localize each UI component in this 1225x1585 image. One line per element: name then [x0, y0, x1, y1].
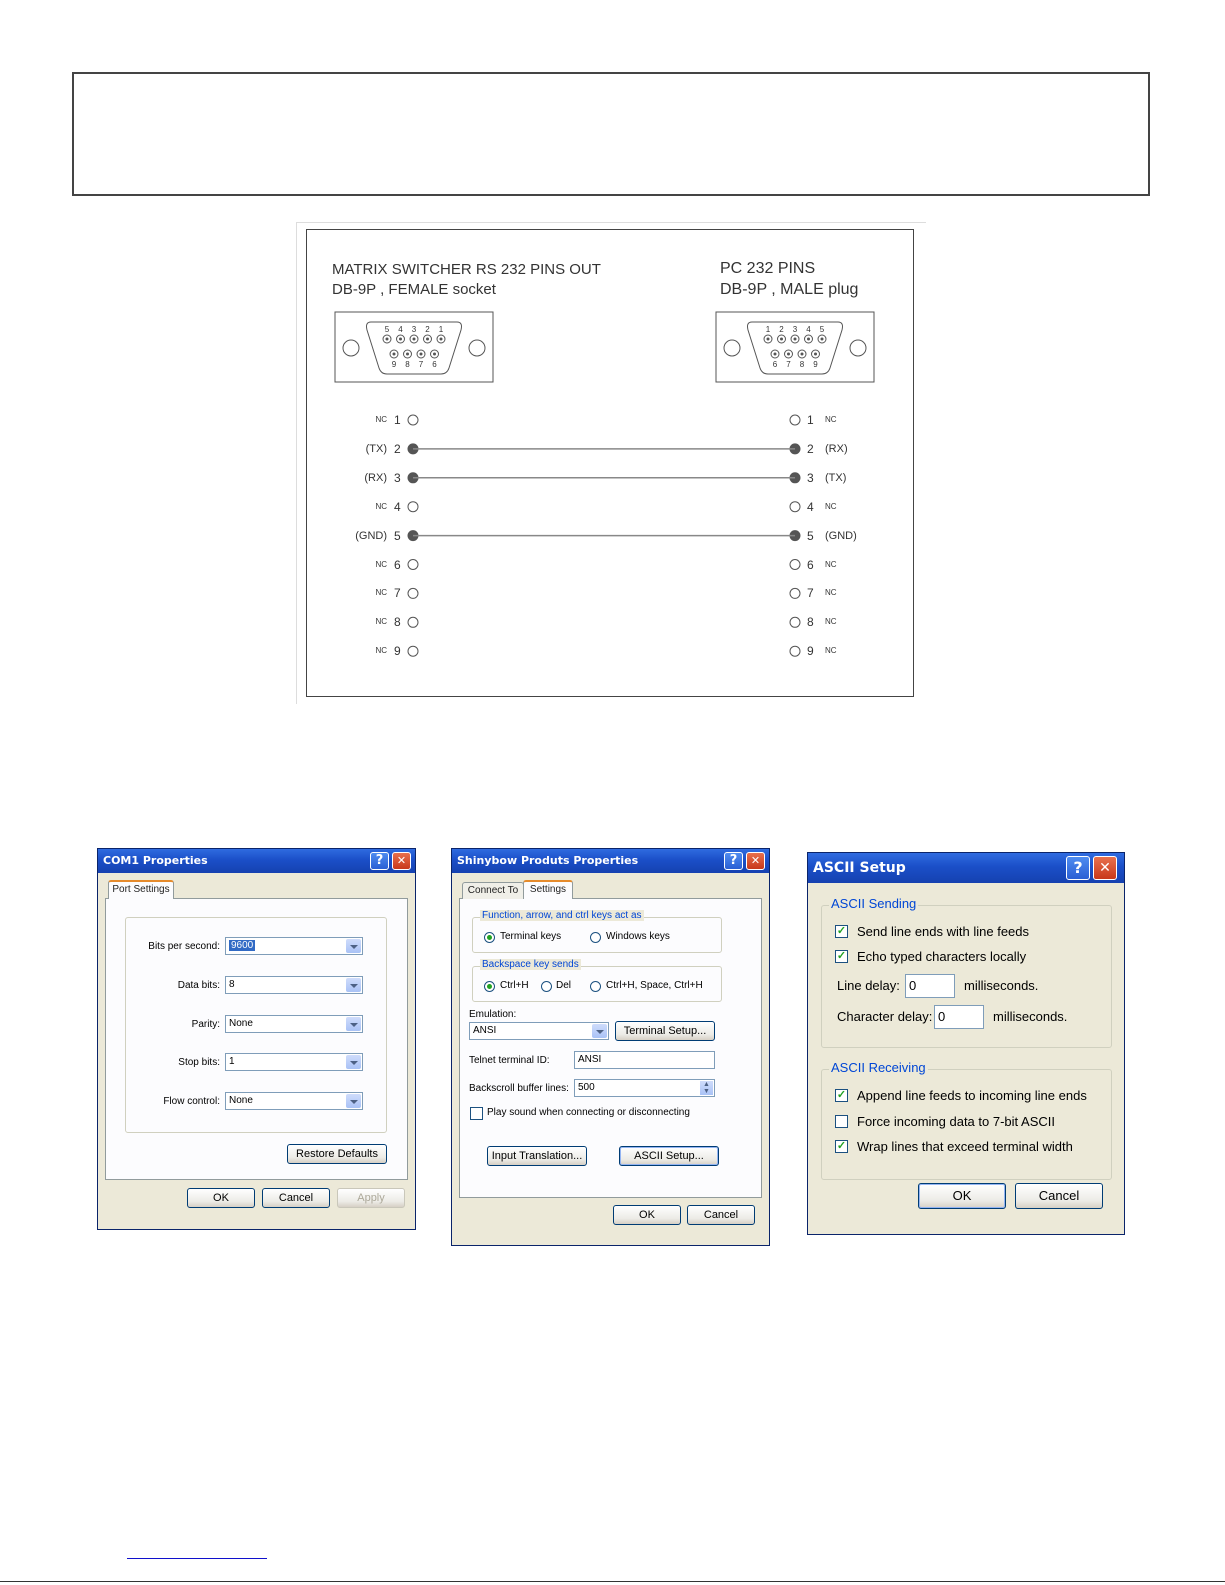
backscroll-label: Backscroll buffer lines:	[469, 1083, 569, 1094]
telnet-id-value: ANSI	[578, 1054, 602, 1065]
connector-pin-center	[794, 338, 797, 341]
left-pin-8-dot	[408, 617, 418, 627]
ctrl-h-label: Ctrl+H	[500, 980, 529, 991]
connector-pin-center	[399, 338, 402, 341]
right-pin-label: NC	[825, 501, 837, 511]
backspace-group-caption: Backspace key sends	[482, 959, 579, 970]
character-delay-label: Character delay:	[837, 1009, 933, 1024]
restore-defaults-button[interactable]: Restore Defaults	[287, 1144, 387, 1164]
stop-bits-value: 1	[229, 1056, 235, 1067]
connector-pin-center	[420, 353, 423, 356]
flow-control-select[interactable]	[225, 1092, 363, 1110]
keys-group-caption: Function, arrow, and ctrl keys act as	[482, 910, 642, 921]
left-pin-number: 7	[394, 586, 401, 601]
left-pin-number: 6	[394, 557, 401, 572]
connector-pin-number: 6	[432, 360, 437, 369]
help-icon[interactable]: ?	[724, 852, 743, 870]
connector-pin-center	[807, 338, 810, 341]
right-pin-label: NC	[825, 559, 837, 569]
right-pin-label: NC	[825, 646, 837, 656]
left-pin-label: NC	[375, 501, 387, 511]
line-delay-unit: milliseconds.	[964, 978, 1039, 993]
telnet-id-label: Telnet terminal ID:	[469, 1055, 550, 1066]
tab-settings[interactable]: Settings	[523, 880, 573, 899]
shinybow-properties-dialog	[451, 848, 770, 1246]
connector-pin-center	[393, 353, 396, 356]
input-translation-button[interactable]: Input Translation...	[487, 1146, 587, 1166]
ascii-sending-caption: ASCII Sending	[831, 896, 917, 911]
force-7bit-checkbox[interactable]	[835, 1115, 848, 1128]
close-icon[interactable]: ✕	[746, 852, 765, 870]
connector-pin-center	[440, 338, 443, 341]
cancel-button[interactable]: Cancel	[262, 1188, 330, 1208]
right-pin-number: 8	[807, 615, 814, 630]
terminal-setup-button[interactable]: Terminal Setup...	[615, 1021, 715, 1041]
shinybow-title: Shinybow Produts Properties	[457, 854, 639, 867]
ok-button[interactable]: OK	[187, 1188, 255, 1208]
connector-pin-number: 8	[405, 360, 410, 369]
character-delay-input[interactable]	[934, 1005, 984, 1029]
chevron-down-icon[interactable]	[346, 939, 361, 953]
left-pin-label: (GND)	[355, 529, 387, 542]
connector-pin-number: 6	[772, 360, 778, 369]
wires	[408, 415, 800, 656]
ok-button[interactable]: OK	[918, 1183, 1006, 1209]
wrap-lines-checkbox[interactable]: ✓	[836, 1140, 847, 1152]
right-pin-7-dot	[790, 588, 800, 598]
right-pin-number: 6	[807, 557, 814, 572]
connector-pin-center	[426, 338, 429, 341]
connector-pin-center	[780, 338, 783, 341]
data-bits-select[interactable]	[225, 976, 363, 994]
left-pin-label: (TX)	[365, 442, 387, 455]
right-pin-label: NC	[825, 588, 837, 598]
com1-properties-dialog	[97, 848, 416, 1230]
parity-value: None	[229, 1018, 253, 1029]
help-icon[interactable]: ?	[370, 852, 389, 870]
left-pin-label: NC	[375, 415, 387, 424]
connector-pin-number: 3	[792, 325, 798, 334]
left-pin-1-dot	[408, 415, 418, 425]
connector-pin-center	[413, 338, 416, 341]
rs232-wiring-diagram	[306, 229, 914, 697]
page-bottom-rule	[0, 1581, 1225, 1582]
connector-pin-number: 2	[425, 325, 430, 334]
echo-typed-label: Echo typed characters locally	[857, 949, 1027, 964]
ok-button[interactable]: OK	[613, 1205, 681, 1225]
character-delay-unit: milliseconds.	[993, 1009, 1068, 1024]
flow-control-value: None	[229, 1095, 253, 1106]
send-line-ends-label: Send line ends with line feeds	[857, 924, 1030, 939]
male-db9-connector	[716, 312, 874, 382]
left-pin-label: NC	[375, 559, 387, 569]
right-pin-6-dot	[790, 560, 800, 570]
chevron-down-icon[interactable]	[592, 1024, 607, 1038]
right-pin-8-dot	[790, 617, 800, 627]
shinybow-title-bar	[452, 849, 769, 873]
chevron-down-icon[interactable]	[346, 1094, 361, 1108]
left-pin-label: (RX)	[364, 471, 387, 484]
bits-per-second-select[interactable]	[225, 937, 363, 955]
left-pin-7-dot	[408, 588, 418, 598]
connector-pin-center	[406, 353, 409, 356]
bits-per-second-value: 9600	[231, 940, 254, 951]
female-db9-connector	[335, 312, 493, 382]
windows-keys-label: Windows keys	[606, 931, 670, 942]
connector-pin-number: 2	[779, 325, 784, 334]
left-pin-label: NC	[375, 646, 387, 656]
data-bits-label: Data bits:	[177, 980, 220, 991]
left-pin-number: 1	[394, 413, 401, 427]
connector-pin-number: 4	[398, 325, 403, 334]
connector-pin-number: 4	[806, 325, 811, 334]
bits-per-second-label: Bits per second:	[148, 941, 220, 952]
backscroll-stepper[interactable]	[574, 1079, 715, 1097]
left-pin-4-dot	[408, 502, 418, 512]
right-pin-number: 2	[807, 441, 814, 456]
echo-typed-checkbox[interactable]: ✓	[836, 950, 847, 962]
left-pin-number: 2	[394, 441, 401, 456]
emulation-value: ANSI	[473, 1025, 497, 1036]
connector-pin-number: 3	[411, 325, 417, 334]
right-pin-number: 1	[807, 413, 814, 427]
emulation-label: Emulation:	[469, 1009, 517, 1020]
empty-frame	[72, 72, 1150, 196]
append-line-feeds-label: Append line feeds to incoming line ends	[857, 1088, 1087, 1103]
left-pin-label: NC	[375, 617, 387, 627]
left-pin-number: 8	[394, 615, 401, 630]
left-pin-6-dot	[408, 560, 418, 570]
tab-port-settings[interactable]: Port Settings	[108, 880, 174, 899]
left-connector-title: MATRIX SWITCHER RS 232 PINS OUT	[332, 261, 601, 278]
stop-bits-label: Stop bits:	[178, 1057, 220, 1068]
ascii-receiving-caption: ASCII Receiving	[831, 1060, 926, 1075]
play-sound-label: Play sound when connecting or disconnecting	[487, 1107, 690, 1118]
left-pin-number: 3	[394, 470, 401, 485]
com1-title: COM1 Properties	[103, 854, 208, 867]
right-pin-label: (GND)	[825, 529, 857, 542]
chevron-down-icon[interactable]	[346, 1055, 361, 1069]
parity-label: Parity:	[191, 1019, 220, 1030]
right-pin-label: (TX)	[825, 471, 847, 484]
close-icon[interactable]: ✕	[392, 852, 411, 870]
right-pin-number: 5	[807, 528, 814, 543]
mounting-hole	[343, 340, 359, 356]
connector-pin-number: 5	[819, 325, 825, 334]
mounting-hole	[469, 340, 485, 356]
append-line-feeds-checkbox[interactable]: ✓	[836, 1089, 847, 1101]
right-connector-title: PC 232 PINS	[720, 260, 816, 277]
line-delay-label: Line delay:	[837, 978, 900, 993]
connector-pin-number: 7	[418, 360, 424, 369]
cancel-button[interactable]: Cancel	[687, 1205, 755, 1225]
right-pin-label: NC	[825, 415, 837, 424]
right-pin-number: 9	[807, 644, 814, 659]
left-pin-number: 9	[394, 644, 401, 659]
cancel-button[interactable]: Cancel	[1015, 1183, 1103, 1209]
line-delay-input[interactable]	[905, 974, 955, 998]
wrap-lines-label: Wrap lines that exceed terminal width	[857, 1139, 1073, 1154]
connector-pin-number: 1	[765, 325, 771, 334]
right-pin-number: 4	[807, 499, 814, 514]
play-sound-checkbox[interactable]	[470, 1107, 483, 1120]
terminal-keys-radio[interactable]	[484, 932, 495, 943]
left-pin-number: 4	[394, 499, 401, 514]
data-bits-value: 8	[229, 979, 235, 990]
del-radio[interactable]	[541, 981, 552, 992]
connector-pin-center	[433, 353, 436, 356]
right-pin-4-dot	[790, 502, 800, 512]
connector-pin-center	[814, 353, 817, 356]
connector-pin-center	[821, 338, 824, 341]
right-pin-number: 3	[807, 470, 814, 485]
chevron-down-icon[interactable]	[346, 978, 361, 992]
connector-pin-center	[787, 353, 790, 356]
close-icon[interactable]: ✕	[1093, 856, 1117, 880]
emulation-select[interactable]	[469, 1022, 609, 1040]
connector-pin-number: 7	[786, 360, 791, 369]
right-connector-subtitle: DB-9P , MALE plug	[720, 281, 859, 298]
right-pin-1-dot	[790, 415, 800, 425]
ctrl-h-radio[interactable]	[484, 981, 495, 992]
ctrl-h-space-radio[interactable]	[590, 981, 601, 992]
apply-button[interactable]: Apply	[337, 1188, 405, 1208]
terminal-keys-label: Terminal keys	[500, 931, 562, 942]
connector-pin-center	[767, 338, 770, 341]
left-pin-label: NC	[375, 588, 387, 598]
right-pin-number: 7	[807, 586, 814, 601]
right-pin-label: (RX)	[825, 442, 848, 455]
windows-keys-radio[interactable]	[590, 932, 601, 943]
connector-pin-center	[801, 353, 804, 356]
flow-control-label: Flow control:	[163, 1096, 220, 1107]
com1-title-bar	[98, 849, 415, 873]
connector-pin-number: 9	[391, 360, 397, 369]
chevron-down-icon[interactable]	[346, 1017, 361, 1031]
mounting-hole	[724, 340, 740, 356]
right-pin-9-dot	[790, 646, 800, 656]
connector-pin-number: 1	[438, 325, 444, 334]
footer-link-underline	[127, 1558, 267, 1559]
left-connector-subtitle: DB-9P , FEMALE socket	[332, 281, 496, 298]
telnet-id-input[interactable]	[574, 1051, 715, 1069]
help-icon[interactable]: ?	[1066, 856, 1090, 880]
parity-select[interactable]	[225, 1015, 363, 1033]
spinner-arrows-icon[interactable]: ▲ ▼	[700, 1081, 713, 1095]
connector-pin-center	[774, 353, 777, 356]
left-pin-number: 5	[394, 528, 401, 543]
connector-pin-center	[386, 338, 389, 341]
right-pin-label: NC	[825, 617, 837, 627]
connector-pin-number: 8	[799, 360, 805, 369]
send-line-ends-checkbox[interactable]: ✓	[836, 925, 847, 937]
stop-bits-select[interactable]	[225, 1053, 363, 1071]
mounting-hole	[850, 340, 866, 356]
connector-pin-number: 9	[813, 360, 818, 369]
line-delay-value: 0	[909, 978, 917, 993]
tab-connect-to[interactable]: Connect To	[462, 882, 524, 899]
ascii-title: ASCII Setup	[813, 860, 906, 876]
left-pin-9-dot	[408, 646, 418, 656]
character-delay-value: 0	[938, 1009, 946, 1024]
del-label: Del	[556, 980, 572, 991]
force-7bit-label: Force incoming data to 7-bit ASCII	[857, 1114, 1055, 1129]
ascii-setup-dialog	[807, 852, 1125, 1235]
ascii-setup-button[interactable]: ASCII Setup...	[619, 1146, 719, 1166]
ctrl-h-space-label: Ctrl+H, Space, Ctrl+H	[606, 980, 703, 991]
backscroll-value: 500	[578, 1082, 595, 1093]
connector-pin-number: 5	[384, 325, 390, 334]
